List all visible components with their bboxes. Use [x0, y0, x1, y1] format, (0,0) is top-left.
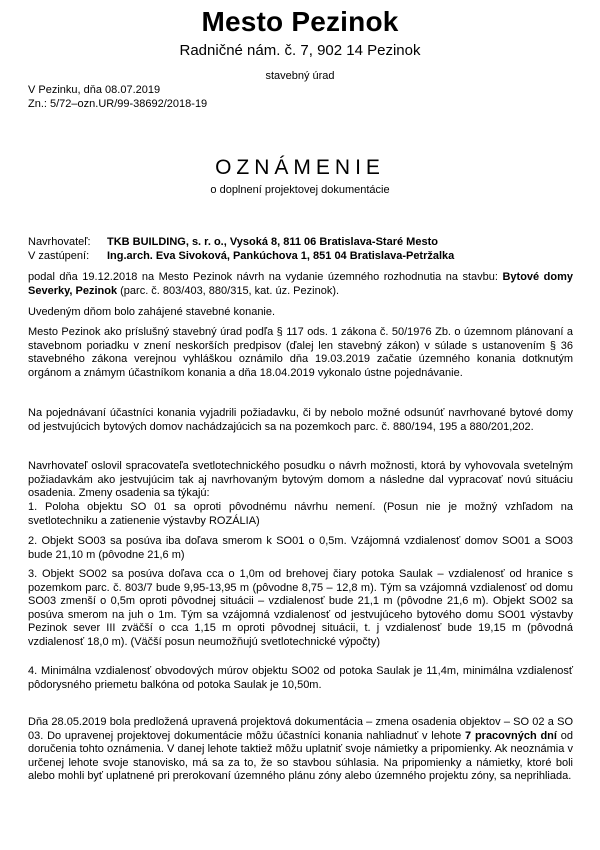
list-item-3: 3. Objekt SO02 sa posúva doľava cca o 1,0m od brehovej čiary potoka Saulak – vzdialenosť od hranice s pozemkom parc. č. 803/7 bude 9,95-13,95 m (pôvodne 8,75 – 12,8 m). Tým sa vzájomná vzdialenosť od domu SO03 zmenší o 0,5m oproti pôvodnej situácii – vzdialenosť bude 21,1 m (pôvodne 21,6 m). Objekt SO02 sa posúva smerom na juh o 1m. Tým sa vzájomná vzdialenosť od jestvujúceho bytového domu SO01 výstavby Pezinok sever III zväčší o cca 1,15 m oproti pôvodnej situácii, t. j vzdialenosť bude 19,15 m (pôvodná vzdialenosť 18,0 m). (Väčší posun neumožňujú svetlotechnické výpočty)	[28, 568, 573, 648]
p6-text-a: Dňa 28.05.2019 bola predložená upravená projektová dokumentácia – zmena osadenia objektov – SO 02 a SO 03. Do upravenej projektovej dokumentácie môžu účastníci konania nahliadnuť v lehote	[28, 716, 573, 742]
representative-value: Ing.arch. Eva Sivoková, Pankúchova 1, 851 04 Bratislava-Petržalka	[107, 250, 455, 262]
place-date: V Pezinku, dňa 08.07.2019	[28, 84, 161, 96]
document-subtitle: o doplnení projektovej dokumentácie	[210, 184, 390, 196]
paragraph-inspection-deadline	[28, 716, 573, 784]
municipality-title: Mesto Pezinok	[201, 6, 399, 37]
representative-label: V zastúpení:	[28, 250, 90, 262]
document-title: OZNÁMENIE	[215, 156, 385, 179]
applicant-label: Navrhovateľ:	[28, 236, 91, 248]
project-name: Bytové domy Severky, Pezinok	[28, 271, 573, 297]
p1-text: podal dňa 19.12.2018 na Mesto Pezinok návrh na vydanie územného rozhodnutia na stavbu:	[28, 271, 503, 283]
deadline-days: 7 pracovných dní	[465, 729, 557, 742]
applicant-row	[28, 236, 438, 250]
paragraph-submission	[28, 271, 573, 298]
paragraph-hearing: Na pojednávaní účastníci konania vyjadrili požiadavku, či by nebolo možné odsunúť navrhované bytové domy od jestvujúcich bytových domov nachádzajúcich sa na pozemkoch parc. č. 880/194, 195 a 880/201,202.	[28, 407, 573, 433]
paragraph-authority: Mesto Pezinok ako príslušný stavebný úrad podľa § 117 ods. 1 zákona č. 50/1976 Zb. o územnom plánovaní a stavebnom poriadku v znení neskorších predpisov (ďalej len stavebný zákon) v súlade s ustanovením § 36 stavebného zákona verejnou vyhláškou oznámilo dňa 19.03.2019 začatie územného konania dotknutým orgánom a známym účastníkom konania a dňa 18.04.2019 vykonalo ústne pojednávanie.	[28, 326, 573, 379]
representative-row	[28, 250, 454, 264]
list-item-2: 2. Objekt SO03 sa posúva iba doľava smerom k SO01 o 0,5m. Vzájomná vzdialenosť domov SO01 a SO03 bude 21,10 m (pôvodne 21,6 m)	[28, 535, 573, 561]
p6-text-c: od doručenia tohto oznámenia. V danej lehote taktiež môžu uplatniť svoje námietky a pripomienky. Ak neoznámia v určenej lehote svoje stanovisko, má sa za to, že so stavbou súhlasia. Na pripomienky a námietky, ktoré boli alebo mohli byť uplatnené pri prerokovaní územného plánu zóny alebo územného projektu zóny, sa neprihliada.	[28, 729, 573, 782]
p1-parcels: (parc. č. 803/403, 880/315, kat. úz. Pezinok).	[117, 284, 340, 297]
municipality-address: Radničné nám. č. 7, 902 14 Pezinok	[179, 42, 421, 59]
list-item-4: 4. Minimálna vzdialenosť obvodových múrov objektu SO02 od potoka Saulak je 11,4m, minimálna vzdialenosť pôdorysného priemetu balkóna od potoka Saulak je 10,50m.	[28, 665, 573, 691]
office-name: stavebný úrad	[265, 70, 335, 82]
list-item-1: 1. Poloha objektu SO 01 sa oproti pôvodnému návrhu nemení. (Posun nie je možný vzhľadom na svetlotechniku a zatienenie výstavby ROZÁLIA)	[28, 501, 573, 527]
paragraph-applicant-request: Navrhovateľ oslovil spracovateľa svetlotechnického posudku o návrh možnosti, ktorá by vyhovovala svetelným požiadavkám ako jestvujúcim tak aj navrhovaným bytovým domom a následne dal vypracovať novú situáciu osadenia. Zmeny osadenia sa týkajú:	[28, 460, 573, 499]
reference-number: Zn.: 5/72–ozn.UR/99-38692/2018-19	[28, 98, 208, 110]
applicant-value: TKB BUILDING, s. r. o., Vysoká 8, 811 06 Bratislava-Staré Mesto	[107, 236, 438, 248]
paragraph-commenced: Uvedeným dňom bolo zahájené stavebné konanie.	[28, 306, 276, 318]
